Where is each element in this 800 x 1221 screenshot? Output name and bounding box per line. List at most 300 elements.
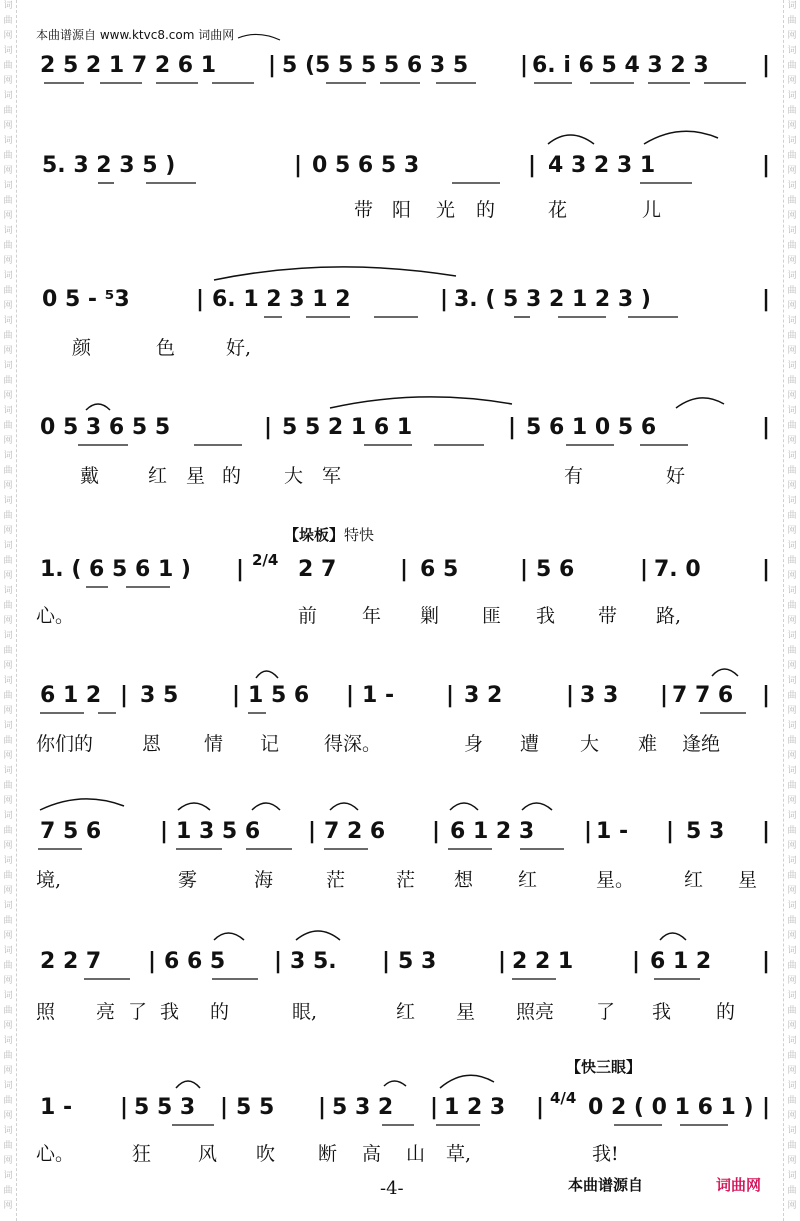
- lyric-char: 的: [716, 1001, 736, 1023]
- watermark-glyph: 曲: [787, 871, 797, 881]
- lyric-char: 好,: [226, 337, 252, 359]
- watermark-glyph: 网: [3, 571, 13, 581]
- notes-group: 5 3: [398, 949, 437, 974]
- watermark-glyph: 词: [3, 991, 13, 1001]
- lyrics-system-6: [36, 730, 776, 758]
- lyric-char: 照亮: [516, 1001, 555, 1023]
- notes-group: 6 1 2 3: [450, 819, 535, 844]
- notes-group: 2 2 1: [512, 949, 574, 974]
- watermark-glyph: 网: [787, 931, 797, 941]
- watermark-glyph: 网: [3, 31, 13, 41]
- barline: |: [762, 557, 771, 582]
- lyric-char: 风: [198, 1143, 218, 1165]
- watermark-glyph: 曲: [3, 16, 13, 26]
- notes-group: 5 3: [686, 819, 725, 844]
- lyric-char: 海: [254, 869, 274, 891]
- watermark-glyph: 曲: [3, 871, 13, 881]
- watermark-glyph: 曲: [787, 376, 797, 386]
- lyric-char: 好: [666, 465, 686, 487]
- watermark-glyph: 词: [787, 901, 797, 911]
- notes-group: 1 5 6: [248, 683, 310, 708]
- watermark-glyph: 网: [787, 346, 797, 356]
- section-marker-kuaisanyan: 【快三眼】: [566, 1058, 642, 1076]
- watermark-glyph: 网: [787, 1156, 797, 1166]
- lyric-char: 星: [186, 465, 206, 487]
- notes-group: 0 2 ( 0 1 6 1 ): [588, 1095, 754, 1120]
- lyric-char: 得深。: [324, 733, 382, 755]
- lyric-char: 匪: [482, 605, 502, 627]
- lyric-char: 逢绝: [682, 733, 721, 755]
- watermark-glyph: 词: [3, 1081, 13, 1091]
- notes-group: 5 5 2 1 6 1: [282, 415, 413, 440]
- barline: |: [400, 557, 409, 582]
- music-system-1: [36, 46, 776, 86]
- watermark-glyph: 曲: [3, 961, 13, 971]
- barline: |: [762, 683, 771, 708]
- lyrics-system-8: [36, 998, 776, 1026]
- notes-group: 6. i 6 5 4 3 2 3: [532, 53, 709, 78]
- header-source-text: 本曲谱源自 www.ktvc8.com 词曲网: [36, 28, 235, 42]
- watermark-glyph: 网: [3, 301, 13, 311]
- watermark-glyph: 曲: [787, 1141, 797, 1151]
- lyric-char: 想: [454, 869, 474, 891]
- watermark-glyph: 词: [787, 91, 797, 101]
- barline: |: [584, 819, 593, 844]
- lyric-char: 照: [36, 1001, 56, 1023]
- lyric-char: 颜: [72, 337, 92, 359]
- watermark-glyph: 曲: [787, 736, 797, 746]
- watermark-glyph: 词: [3, 1126, 13, 1136]
- lyric-char: 的: [476, 199, 496, 221]
- notes-group: 0 5 - ⁵3: [42, 287, 130, 312]
- lyric-char: 红: [684, 869, 704, 891]
- barline: |: [536, 1095, 545, 1120]
- watermark-glyph: 曲: [787, 691, 797, 701]
- watermark-glyph: 网: [787, 1111, 797, 1121]
- watermark-glyph: 词: [3, 361, 13, 371]
- barline: |: [666, 819, 675, 844]
- lyric-char: 心。: [36, 605, 75, 627]
- watermark-glyph: 词: [787, 856, 797, 866]
- barline: |: [430, 1095, 439, 1120]
- watermark-glyph: 曲: [787, 511, 797, 521]
- lyric-char: 了: [128, 1001, 148, 1023]
- watermark-glyph: 曲: [787, 1051, 797, 1061]
- watermark-glyph: 词: [3, 46, 13, 56]
- notes-group: 3 5.: [290, 949, 337, 974]
- barline: |: [520, 53, 529, 78]
- watermark-glyph: 词: [787, 361, 797, 371]
- barline: |: [220, 1095, 229, 1120]
- lyrics-system-2: [36, 196, 776, 224]
- barline: |: [196, 287, 205, 312]
- watermark-glyph: 网: [787, 616, 797, 626]
- watermark-glyph: 词: [3, 91, 13, 101]
- barline: |: [660, 683, 669, 708]
- notes-group: 7 7 6: [672, 683, 734, 708]
- time-signature: 4/4: [550, 1089, 577, 1107]
- notes-group: 7 2 6: [324, 819, 386, 844]
- watermark-glyph: 词: [3, 856, 13, 866]
- barline: |: [762, 53, 771, 78]
- watermark-glyph: 词: [787, 1081, 797, 1091]
- watermark-glyph: 曲: [787, 961, 797, 971]
- barline: |: [120, 683, 129, 708]
- barline: |: [318, 1095, 327, 1120]
- music-system-2: [36, 146, 776, 186]
- watermark-glyph: 网: [3, 1111, 13, 1121]
- lyric-char: 山: [406, 1143, 426, 1165]
- watermark-glyph: 曲: [3, 241, 13, 251]
- watermark-glyph: 词: [787, 451, 797, 461]
- notes-group: 4 3 2 3 1: [548, 153, 656, 178]
- music-system-3: [36, 280, 776, 320]
- barline: |: [232, 683, 241, 708]
- lyric-char: 了: [596, 1001, 616, 1023]
- watermark-glyph: 词: [787, 46, 797, 56]
- lyric-char: 身: [464, 733, 484, 755]
- watermark-glyph: 词: [787, 316, 797, 326]
- watermark-glyph: 网: [3, 481, 13, 491]
- watermark-glyph: 词: [3, 541, 13, 551]
- lyric-char: 你们的: [36, 733, 94, 755]
- notes-group: 0 5 6 5 3: [312, 153, 420, 178]
- lyric-char: 带: [354, 199, 374, 221]
- notes-group: 1 2 3: [444, 1095, 506, 1120]
- watermark-glyph: 词: [3, 586, 13, 596]
- watermark-glyph: 曲: [3, 286, 13, 296]
- barline: |: [762, 415, 771, 440]
- barline: |: [382, 949, 391, 974]
- watermark-glyph: 曲: [3, 826, 13, 836]
- lyric-char: 遭: [520, 733, 540, 755]
- watermark-glyph: 词: [787, 676, 797, 686]
- watermark-glyph: 网: [3, 211, 13, 221]
- lyric-char: 年: [362, 605, 382, 627]
- watermark-glyph: 曲: [3, 781, 13, 791]
- lyric-char: 眼,: [292, 1001, 318, 1023]
- barline: |: [762, 949, 771, 974]
- lyrics-system-4: [36, 462, 776, 490]
- watermark-glyph: 词: [787, 766, 797, 776]
- watermark-glyph: 曲: [787, 421, 797, 431]
- notes-group: 5 5: [236, 1095, 275, 1120]
- watermark-glyph: 词: [787, 991, 797, 1001]
- lyric-char: 军: [322, 465, 342, 487]
- watermark-glyph: 网: [3, 121, 13, 131]
- watermark-glyph: 词: [3, 721, 13, 731]
- watermark-glyph: 词: [787, 271, 797, 281]
- watermark-glyph: 曲: [3, 376, 13, 386]
- barline: |: [440, 287, 449, 312]
- barline: |: [762, 819, 771, 844]
- watermark-glyph: 网: [787, 211, 797, 221]
- lyric-char: 高: [362, 1143, 382, 1165]
- notes-group: 0 5 3 6 5 5: [40, 415, 171, 440]
- watermark-glyph: 网: [3, 1066, 13, 1076]
- watermark-glyph: 词: [3, 766, 13, 776]
- watermark-glyph: 网: [787, 706, 797, 716]
- lyric-char: 我: [160, 1001, 180, 1023]
- lyric-char: 大: [284, 465, 304, 487]
- barline: |: [762, 1095, 771, 1120]
- watermark-glyph: 曲: [3, 601, 13, 611]
- watermark-glyph: 词: [3, 136, 13, 146]
- notes-group: 1. ( 6 5 6 1 ): [40, 557, 191, 582]
- watermark-glyph: 网: [787, 391, 797, 401]
- watermark-glyph: 曲: [787, 196, 797, 206]
- watermark-glyph: 网: [3, 1201, 13, 1211]
- watermark-glyph: 曲: [3, 151, 13, 161]
- watermark-glyph: 曲: [787, 331, 797, 341]
- notes-group: 3 5: [140, 683, 179, 708]
- watermark-glyph: 曲: [3, 511, 13, 521]
- barline: |: [508, 415, 517, 440]
- notes-group: 1 3 5 6: [176, 819, 261, 844]
- watermark-glyph: 曲: [787, 826, 797, 836]
- watermark-glyph: 网: [3, 796, 13, 806]
- barline: |: [346, 683, 355, 708]
- barline: |: [762, 287, 771, 312]
- music-system-8: [36, 942, 776, 982]
- notes-group: 5 5 3: [134, 1095, 196, 1120]
- lyric-char: 星: [456, 1001, 476, 1023]
- lyrics-system-7: [36, 866, 776, 894]
- watermark-glyph: 曲: [787, 646, 797, 656]
- watermark-glyph: 曲: [787, 241, 797, 251]
- notes-group: 7. 0: [654, 557, 701, 582]
- watermark-glyph: 词: [787, 811, 797, 821]
- watermark-glyph: 网: [3, 1156, 13, 1166]
- watermark-glyph: 网: [787, 976, 797, 986]
- watermark-glyph: 网: [787, 301, 797, 311]
- watermark-glyph: 网: [3, 526, 13, 536]
- notes-group: 5 6: [536, 557, 575, 582]
- lyric-char: 戴: [80, 465, 100, 487]
- watermark-glyph: 曲: [3, 916, 13, 926]
- watermark-glyph: 词: [3, 451, 13, 461]
- notes-group: 1 -: [40, 1095, 73, 1120]
- barline: |: [520, 557, 529, 582]
- notes-group: 5 6 1 0 5 6: [526, 415, 657, 440]
- watermark-glyph: 词: [787, 1036, 797, 1046]
- lyric-char: 断: [318, 1143, 338, 1165]
- watermark-glyph: 词: [787, 1126, 797, 1136]
- watermark-glyph: 词: [787, 541, 797, 551]
- notes-group: 1 -: [596, 819, 629, 844]
- watermark-glyph: 曲: [787, 151, 797, 161]
- watermark-glyph: 词: [3, 406, 13, 416]
- watermark-glyph: 曲: [3, 556, 13, 566]
- watermark-glyph: 曲: [3, 736, 13, 746]
- barline: |: [160, 819, 169, 844]
- lyric-char: 带: [598, 605, 618, 627]
- watermark-glyph: 网: [3, 661, 13, 671]
- notes-group: 5 (5 5 5 5 6 3 5: [282, 53, 469, 78]
- lyric-char: 亮: [96, 1001, 116, 1023]
- barline: |: [274, 949, 283, 974]
- barline: |: [148, 949, 157, 974]
- lyric-char: 境,: [36, 869, 62, 891]
- notes-group: 5 3 2: [332, 1095, 394, 1120]
- watermark-glyph: 曲: [3, 1006, 13, 1016]
- watermark-glyph: 网: [787, 661, 797, 671]
- lyric-char: 难: [638, 733, 658, 755]
- watermark-glyph: 曲: [3, 106, 13, 116]
- notes-group: 3. ( 5 3 2 1 2 3 ): [454, 287, 651, 312]
- music-system-5: [36, 550, 776, 590]
- watermark-glyph: 曲: [787, 286, 797, 296]
- watermark-glyph: 网: [3, 346, 13, 356]
- notes-group: 7 5 6: [40, 819, 102, 844]
- watermark-glyph: 曲: [3, 646, 13, 656]
- notes-group: 5. 3 2 3 5 ): [42, 153, 176, 178]
- section-marker-duoban: 【垛板】特快: [284, 526, 375, 544]
- lyric-char: 我: [652, 1001, 672, 1023]
- watermark-glyph: 曲: [787, 556, 797, 566]
- watermark-glyph: 曲: [3, 466, 13, 476]
- watermark-glyph: 词: [3, 946, 13, 956]
- watermark-glyph: 网: [787, 1201, 797, 1211]
- watermark-glyph: 曲: [3, 1141, 13, 1151]
- notes-group: 3 3: [580, 683, 619, 708]
- notes-group: 6 6 5: [164, 949, 226, 974]
- watermark-glyph: 网: [787, 76, 797, 86]
- watermark-glyph: 网: [3, 706, 13, 716]
- barline: |: [498, 949, 507, 974]
- lyric-char: 星: [738, 869, 758, 891]
- watermark-glyph: 词: [3, 811, 13, 821]
- watermark-glyph: 网: [3, 76, 13, 86]
- lyrics-system-9: [36, 1140, 776, 1168]
- lyric-char: 情: [204, 733, 224, 755]
- watermark-glyph: 网: [787, 436, 797, 446]
- watermark-glyph: 词: [3, 1036, 13, 1046]
- watermark-glyph: 网: [3, 841, 13, 851]
- lyric-char: 光: [436, 199, 456, 221]
- notes-group: 6 5: [420, 557, 459, 582]
- watermark-glyph: 曲: [787, 16, 797, 26]
- barline: |: [446, 683, 455, 708]
- lyric-char: 剿: [420, 605, 440, 627]
- barline: |: [236, 557, 245, 582]
- watermark-glyph: 网: [787, 481, 797, 491]
- watermark-glyph: 词: [3, 901, 13, 911]
- barline: |: [640, 557, 649, 582]
- watermark-glyph: 词: [787, 631, 797, 641]
- notes-group: 2 7: [298, 557, 337, 582]
- watermark-glyph: 网: [3, 751, 13, 761]
- watermark-glyph: 网: [787, 796, 797, 806]
- notes-group: 2 5 2 1 7 2 6 1: [40, 53, 217, 78]
- barline: |: [528, 153, 537, 178]
- notes-group: 1 -: [362, 683, 395, 708]
- lyric-char: 红: [518, 869, 538, 891]
- footer-source-text: 本曲谱源自: [568, 1176, 644, 1194]
- lyric-char: 儿: [642, 199, 662, 221]
- lyric-char: 的: [222, 465, 242, 487]
- watermark-glyph: 词: [787, 1171, 797, 1181]
- lyric-char: 恩: [142, 733, 162, 755]
- watermark-glyph: 词: [3, 1171, 13, 1181]
- lyric-char: 有: [564, 465, 584, 487]
- lyric-char: 前: [298, 605, 318, 627]
- watermark-glyph: 网: [3, 886, 13, 896]
- watermark-glyph: 网: [787, 166, 797, 176]
- watermark-glyph: 网: [3, 1021, 13, 1031]
- music-system-7: [36, 812, 776, 852]
- lyric-char: 茫: [396, 869, 416, 891]
- time-signature: 2/4: [252, 551, 279, 569]
- lyric-char: 色: [156, 337, 176, 359]
- notes-group: 3 2: [464, 683, 503, 708]
- watermark-glyph: 词: [3, 676, 13, 686]
- barline: |: [120, 1095, 129, 1120]
- watermark-glyph: 曲: [3, 421, 13, 431]
- watermark-glyph: 词: [787, 946, 797, 956]
- lyric-char: 路,: [656, 605, 682, 627]
- watermark-glyph: 词: [3, 631, 13, 641]
- notes-group: 6 1 2: [650, 949, 712, 974]
- watermark-glyph: 词: [3, 316, 13, 326]
- barline: |: [268, 53, 277, 78]
- notes-group: 6 1 2: [40, 683, 102, 708]
- watermark-glyph: 网: [787, 841, 797, 851]
- watermark-glyph: 词: [3, 271, 13, 281]
- watermark-glyph: 词: [787, 496, 797, 506]
- watermark-glyph: 网: [3, 976, 13, 986]
- lyric-char: 狂: [132, 1143, 152, 1165]
- watermark-glyph: 网: [787, 886, 797, 896]
- right-watermark-strip: [783, 0, 800, 1221]
- watermark-glyph: 曲: [3, 331, 13, 341]
- barline: |: [432, 819, 441, 844]
- watermark-glyph: 词: [3, 226, 13, 236]
- lyric-char: 花: [548, 199, 568, 221]
- top-tie-mark: [236, 28, 282, 42]
- watermark-glyph: 网: [787, 121, 797, 131]
- barline: |: [632, 949, 641, 974]
- watermark-glyph: 词: [787, 721, 797, 731]
- lyric-char: 星。: [596, 869, 635, 891]
- watermark-glyph: 曲: [3, 196, 13, 206]
- watermark-glyph: 词: [3, 181, 13, 191]
- barline: |: [308, 819, 317, 844]
- watermark-glyph: 词: [787, 181, 797, 191]
- watermark-glyph: 网: [3, 391, 13, 401]
- watermark-glyph: 曲: [3, 61, 13, 71]
- watermark-glyph: 词: [787, 136, 797, 146]
- watermark-glyph: 曲: [3, 1051, 13, 1061]
- lyric-char: 的: [210, 1001, 230, 1023]
- lyric-char: 我: [536, 605, 556, 627]
- watermark-glyph: 词: [3, 1, 13, 11]
- lyric-char: 草,: [446, 1143, 472, 1165]
- watermark-glyph: 网: [787, 526, 797, 536]
- watermark-glyph: 网: [3, 616, 13, 626]
- watermark-glyph: 曲: [3, 1096, 13, 1106]
- notes-group: 2 2 7: [40, 949, 102, 974]
- watermark-glyph: 词: [787, 586, 797, 596]
- watermark-glyph: 曲: [787, 1186, 797, 1196]
- footer-brand-logo: 词曲网: [716, 1176, 762, 1194]
- lyric-char: 红: [396, 1001, 416, 1023]
- lyrics-system-3: [36, 334, 776, 362]
- music-system-6: [36, 676, 776, 716]
- lyric-char: 雾: [178, 869, 198, 891]
- barline: |: [264, 415, 273, 440]
- music-system-4: [36, 408, 776, 448]
